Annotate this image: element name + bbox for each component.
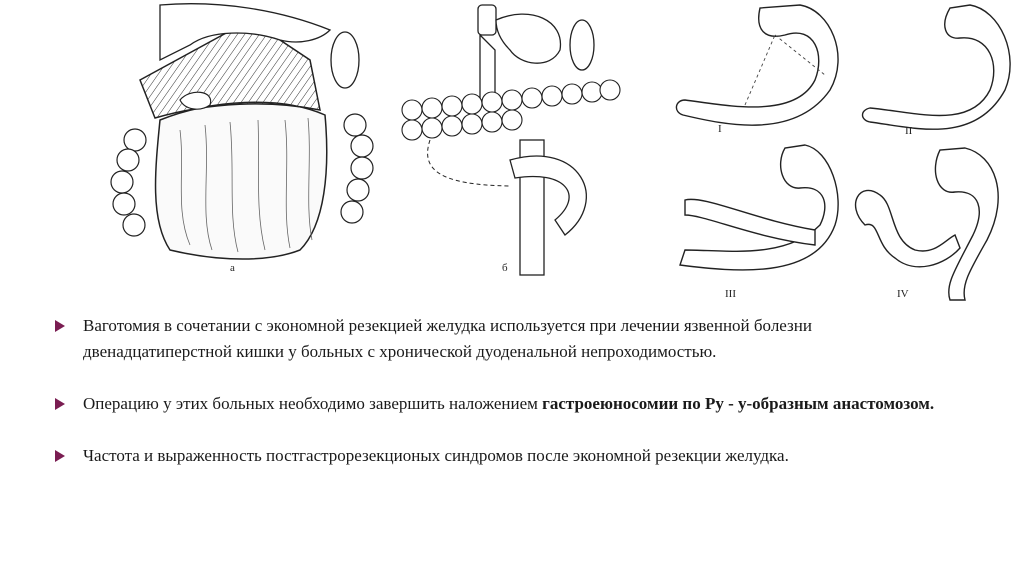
variant-label-3: III — [725, 288, 736, 300]
bullet-text-bold: гастроеюносомии по Ру - у-образным анастомозом. — [542, 394, 935, 413]
bullet-marker-icon — [55, 398, 65, 410]
bullet-list — [55, 313, 935, 495]
variant-label-4: IV — [897, 288, 909, 300]
bullet-text: Операцию у этих больных необходимо завершить наложением — [83, 394, 543, 413]
figure-a-drawing — [100, 0, 385, 280]
variant-label-1: I — [718, 123, 722, 135]
figure-variants-drawing — [665, 0, 1015, 305]
figure-a-stomach-resection — [100, 0, 385, 280]
variant-label-2: II — [905, 125, 913, 137]
figure-a-label: а — [230, 262, 235, 274]
bullet-marker-icon — [55, 320, 65, 332]
figure-b-label: б — [502, 262, 508, 274]
figure-resection-variants — [665, 0, 1015, 305]
bullet-text: Ваготомия в сочетании с экономной резекцией желудка используется при лечении язвенной болезни двенадцатиперстной кишки у больных с хронической дуоденальной непроходимостью. — [83, 316, 812, 361]
bullet-marker-icon — [55, 450, 65, 462]
bullet-item — [55, 313, 935, 365]
bullet-item — [55, 443, 935, 469]
figure-b-drawing — [400, 0, 625, 280]
bullet-text: Частота и выраженность постгастрорезекционых синдромов после экономной резекции желудка. — [83, 446, 789, 465]
bullet-item — [55, 391, 935, 417]
figure-b-roux-anastomosis — [400, 0, 625, 280]
